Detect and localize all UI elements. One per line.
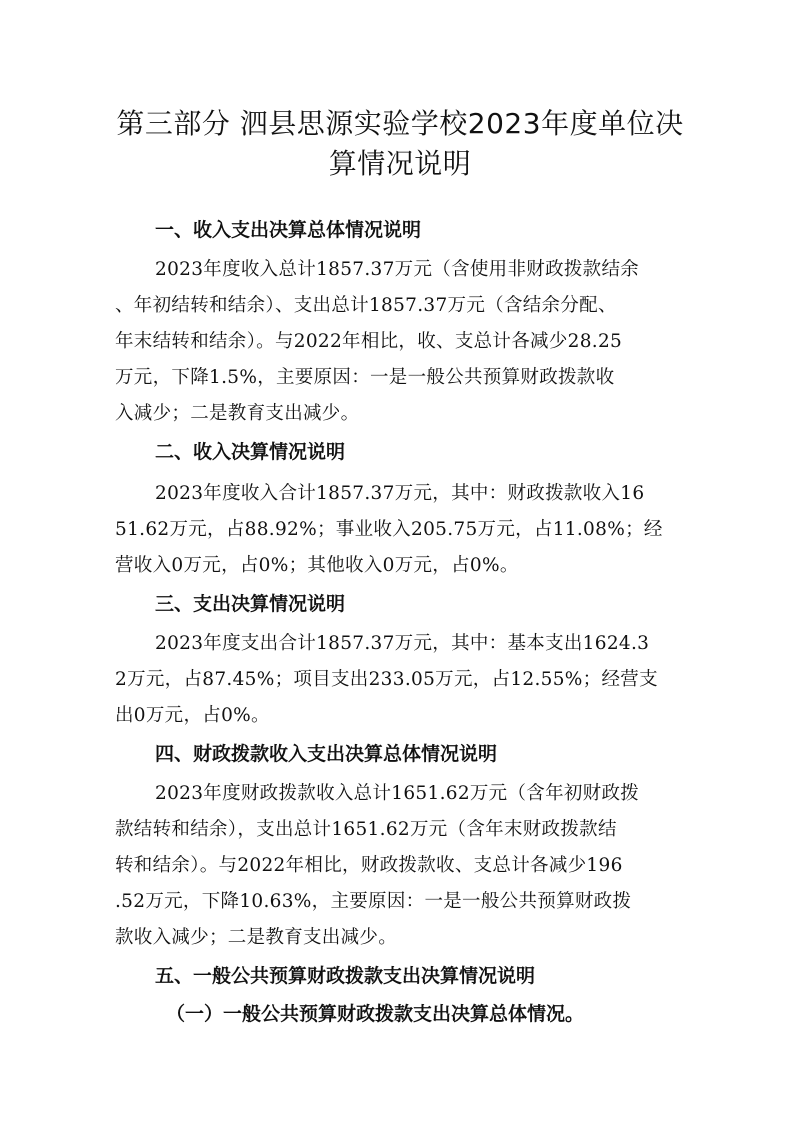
section-heading: 一、收入支出决算总体情况说明 xyxy=(155,219,422,241)
paragraph-line: 年末结转和结余）。与2022年相比，收、支总计各减少28.25 xyxy=(115,331,623,352)
paragraph-line: 51.62万元，占88.92%；事业收入205.75万元，占11.08%；经 xyxy=(115,519,663,540)
paragraph-line: 万元，下降1.5%，主要原因：一是一般公共预算财政拨款收 xyxy=(115,367,615,388)
document-title-line-1: 第三部分 泗县思源实验学校2023年度单位决 xyxy=(116,107,684,140)
paragraph-line: 2023年度支出合计1857.37万元，其中：基本支出1624.3 xyxy=(155,633,650,654)
subsection-heading: （一）一般公共预算财政拨款支出决算总体情况。 xyxy=(166,1003,585,1025)
paragraph-line: 入减少；二是教育支出减少。 xyxy=(115,403,360,424)
paragraph-line: 、年初结转和结余）、支出总计1857.37万元（含结余分配、 xyxy=(115,295,617,316)
paragraph-line: 转和结余）。与2022年相比，财政拨款收、支总计各减少196 xyxy=(115,855,623,876)
paragraph-line: 款收入减少；二是教育支出减少。 xyxy=(115,927,398,948)
paragraph-line: 营收入0万元，占0%；其他收入0万元，占0%。 xyxy=(115,555,519,576)
document-title-line-2: 算情况说明 xyxy=(328,147,472,180)
section-heading: 二、收入决算情况说明 xyxy=(155,441,346,463)
paragraph-line: 2万元，占87.45%；项目支出233.05万元，占12.55%；经营支 xyxy=(115,669,658,690)
paragraph-line: .52万元，下降10.63%，主要原因：一是一般公共预算财政拨 xyxy=(115,891,632,912)
paragraph-line: 2023年度财政拨款收入总计1651.62万元（含年初财政拨 xyxy=(155,783,640,804)
paragraph-line: 款结转和结余），支出总计1651.62万元（含年末财政拨款结 xyxy=(115,819,617,840)
paragraph-line: 2023年度收入合计1857.37万元，其中：财政拨款收入16 xyxy=(155,483,645,504)
section-heading: 三、支出决算情况说明 xyxy=(155,593,346,615)
paragraph-line: 2023年度收入总计1857.37万元（含使用非财政拨款结余 xyxy=(155,259,640,280)
paragraph-line: 出0万元，占0%。 xyxy=(115,705,270,726)
section-heading: 五、一般公共预算财政拨款支出决算情况说明 xyxy=(155,965,536,987)
section-heading: 四、财政拨款收入支出决算总体情况说明 xyxy=(155,743,498,765)
